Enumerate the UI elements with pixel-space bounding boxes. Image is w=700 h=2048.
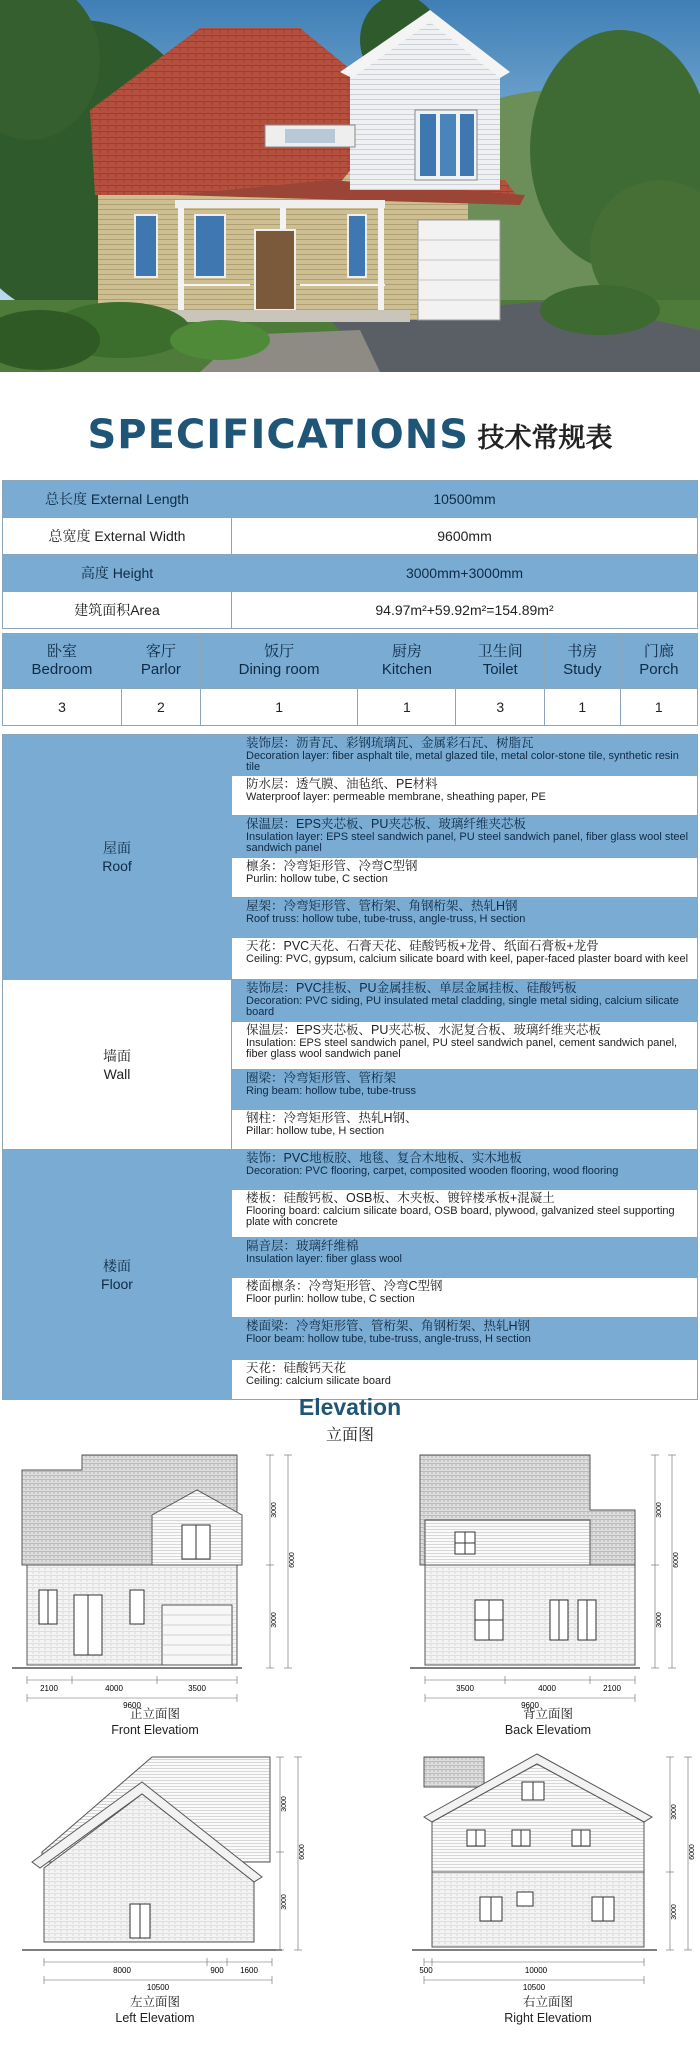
materials-table: [2, 734, 698, 1400]
material-en: Flooring board: calcium silicate board, OSB board, plywood, galvanized steel supporting plate with concrete: [246, 1205, 675, 1228]
material-en: Decoration: PVC flooring, carpet, composited wooden flooring, wood flooring: [246, 1165, 619, 1177]
room-count: 3: [3, 689, 122, 726]
room-count: 1: [620, 689, 697, 726]
elevation-title: [0, 1394, 700, 1445]
house-rendering: [0, 0, 700, 372]
back-height-total: 6000: [673, 1552, 680, 1568]
material-item: [232, 1070, 698, 1110]
right-height-upper: 3000: [671, 1804, 678, 1820]
front-height-lower: 3000: [271, 1612, 278, 1628]
material-zh: 装饰层：PVC挂板、PU金属挂板、单层金属挂板、硅酸钙板: [246, 981, 577, 995]
specifications-title: [0, 412, 700, 458]
room-header: [200, 634, 357, 689]
material-en: Insulation layer: EPS steel sandwich panel, PU steel sandwich panel, fiber glass wool steel sandwich panel: [246, 831, 689, 854]
room-en: Dining room: [238, 661, 320, 678]
wall-category: [3, 980, 232, 1150]
title-zh: 技术常规表: [477, 422, 613, 453]
room-en: Parlor: [140, 661, 181, 678]
material-zh: 保温层：EPS夹芯板、PU夹芯板、水泥复合板、玻璃纤维夹芯板: [246, 1023, 601, 1037]
left-dim-2: 900: [210, 1966, 224, 1975]
back-dim-2: 4000: [538, 1684, 556, 1693]
material-en: Decoration: PVC siding, PU insulated metal cladding, single metal siding, calcium silicate board: [246, 995, 679, 1018]
left-dim-3: 1600: [240, 1966, 258, 1975]
material-zh: 檩条：冷弯矩形管、冷弯C型钢: [246, 859, 418, 873]
roof-category: [3, 735, 232, 980]
room-header: [544, 634, 620, 689]
left-height-upper: 3000: [281, 1796, 288, 1812]
room-en: Study: [563, 661, 602, 678]
room-count: 1: [200, 689, 357, 726]
category-zh: 楼面: [103, 1257, 131, 1274]
dimension-value: 94.97m²+59.92m²=154.89m²: [232, 592, 698, 629]
material-zh: 天花：PVC天花、石膏天花、硅酸钙板+龙骨、纸面石膏板+龙骨: [246, 939, 599, 953]
material-zh: 楼面檩条：冷弯矩形管、冷弯C型钢: [246, 1279, 443, 1293]
material-en: Decoration layer: fiber asphalt tile, metal glazed tile, metal color-stone tile, synthetic resin tile: [246, 750, 679, 773]
room-count: 2: [121, 689, 200, 726]
dimension-label: 建筑面积Area: [3, 592, 232, 629]
material-item: [232, 1318, 698, 1360]
dimension-label: 高度 Height: [3, 555, 232, 592]
material-item: [232, 1110, 698, 1150]
material-zh: 保温层：EPS夹芯板、PU夹芯板、玻璃纤维夹芯板: [246, 817, 526, 831]
back-dim-1: 3500: [456, 1684, 474, 1693]
room-zh: 卫生间: [477, 643, 523, 660]
front-height-upper: 3000: [271, 1502, 278, 1518]
caption-en: Left Elevatiom: [115, 2011, 195, 2025]
room-en: Bedroom: [31, 661, 93, 678]
material-en: Waterproof layer: permeable membrane, sheathing paper, PE: [246, 791, 546, 803]
dimension-label: 总宽度 External Width: [3, 518, 232, 555]
floor-category: [3, 1150, 232, 1400]
left-dim-1: 8000: [113, 1966, 131, 1975]
back-dim-total: 9600: [521, 1701, 539, 1708]
material-zh: 隔音层：玻璃纤维棉: [246, 1239, 359, 1253]
caption-zh: 正立面图: [129, 1707, 180, 1721]
room-zh: 厨房: [391, 643, 422, 660]
material-item: [232, 816, 698, 858]
right-dim-2: 10000: [524, 1966, 548, 1975]
room-en: Toilet: [482, 661, 518, 678]
room-en: Porch: [639, 661, 679, 678]
dimension-value: 9600mm: [232, 518, 698, 555]
dimension-label: 总长度 External Length: [3, 481, 232, 518]
front-dim-2: 4000: [105, 1684, 123, 1693]
left-elevation-drawing: [22, 1742, 312, 1992]
material-item: [232, 938, 698, 980]
left-elevation-caption: [80, 1994, 230, 2026]
room-header: [358, 634, 456, 689]
right-elevation-drawing: [412, 1742, 700, 1992]
room-en: Kitchen: [381, 661, 432, 678]
right-dim-total: 10500: [522, 1983, 546, 1992]
right-height-total: 6000: [689, 1844, 696, 1860]
material-item: [232, 1150, 698, 1190]
dimension-value: 3000mm+3000mm: [232, 555, 698, 592]
dimension-value: 10500mm: [232, 481, 698, 518]
house-illustration: [0, 0, 700, 372]
back-height-upper: 3000: [656, 1502, 663, 1518]
room-count: 3: [456, 689, 544, 726]
material-en: Purlin: hollow tube, C section: [246, 873, 388, 885]
category-zh: 墙面: [103, 1047, 131, 1064]
category-zh: 屋面: [103, 840, 131, 856]
caption-zh: 背立面图: [522, 1707, 573, 1721]
material-en: Insulation layer: fiber glass wool: [246, 1253, 402, 1265]
left-dim-total: 10500: [146, 1983, 170, 1992]
caption-zh: 右立面图: [522, 1995, 573, 2009]
category-en: Floor: [101, 1275, 133, 1292]
material-zh: 装饰：PVC地板胶、地毯、复合木地板、实木地板: [246, 1151, 522, 1165]
caption-en: Right Elevatiom: [504, 2011, 592, 2025]
material-item: [232, 858, 698, 898]
elevation-title-zh: 立面图: [325, 1427, 374, 1444]
room-header: [620, 634, 697, 689]
material-item: [232, 898, 698, 938]
room-header: [121, 634, 200, 689]
floor-row: [3, 1150, 698, 1190]
room-header: [3, 634, 122, 689]
dimension-row: [3, 518, 698, 555]
rooms-count-row: [3, 689, 698, 726]
wall-row: [3, 980, 698, 1022]
material-en: Roof truss: hollow tube, tube-truss, angle-truss, H section: [246, 913, 526, 925]
room-zh: 饭厅: [264, 643, 295, 660]
material-en: Floor beam: hollow tube, tube-truss, angle-truss, H section: [246, 1333, 531, 1345]
room-count: 1: [544, 689, 620, 726]
front-height-total: 6000: [289, 1552, 296, 1568]
caption-en: Back Elevatiom: [504, 1723, 592, 1737]
front-dim-total: 9600: [123, 1701, 141, 1708]
right-elevation-caption: [473, 1994, 623, 2026]
material-en: Pillar: hollow tube, H section: [246, 1125, 385, 1137]
right-height-lower: 3000: [671, 1904, 678, 1920]
material-item: [232, 776, 698, 816]
back-elevation-caption: [473, 1706, 623, 1738]
material-zh: 楼板：硅酸钙板、OSB板、木夹板、镀锌楼承板+混凝土: [246, 1191, 555, 1205]
material-zh: 屋架：冷弯矩形管、管桁架、角钢桁架、热轧H钢: [246, 899, 518, 913]
title-en: SPECIFICATIONS: [87, 412, 470, 458]
material-en: Ring beam: hollow tube, tube-truss: [246, 1085, 416, 1097]
back-elevation-drawing: [410, 1440, 700, 1708]
room-zh: 客厅: [145, 643, 176, 660]
material-en: Insulation: EPS steel sandwich panel, PU steel sandwich panel, cement sandwich panel, fiber glass wool sandwich panel: [246, 1037, 678, 1060]
front-elevation-caption: [80, 1706, 230, 1738]
category-en: Wall: [103, 1065, 131, 1082]
front-dim-3: 3500: [188, 1684, 206, 1693]
material-item: [232, 1278, 698, 1318]
material-en: Ceiling: PVC, gypsum, calcium silicate board with keel, paper-faced plaster board with keel: [246, 953, 689, 965]
material-zh: 天花：硅酸钙天花: [246, 1361, 347, 1375]
material-zh: 楼面梁：冷弯矩形管、管桁架、角钢桁架、热轧H钢: [246, 1319, 531, 1333]
material-zh: 防水层：透气膜、油毡纸、PE材料: [246, 777, 438, 791]
category-en: Roof: [102, 858, 132, 874]
material-item: [232, 1190, 698, 1238]
room-count: 1: [358, 689, 456, 726]
rooms-header-row: [3, 634, 698, 689]
front-dim-1: 2100: [40, 1684, 58, 1693]
roof-row: [3, 735, 698, 776]
elevation-title-en: Elevation: [298, 1394, 402, 1420]
back-height-lower: 3000: [656, 1612, 663, 1628]
material-item: [232, 735, 698, 776]
rooms-table: [2, 633, 698, 726]
dimension-row: [3, 555, 698, 592]
material-en: Ceiling: calcium silicate board: [246, 1375, 391, 1387]
caption-en: Front Elevatiom: [111, 1723, 199, 1737]
back-dim-3: 2100: [603, 1684, 621, 1693]
material-zh: 钢柱：冷弯矩形管、热轧H钢、: [246, 1111, 418, 1125]
left-height-lower: 3000: [281, 1894, 288, 1910]
material-en: Floor purlin: hollow tube, C section: [246, 1293, 415, 1305]
right-dim-1: 500: [419, 1966, 433, 1975]
material-zh: 装饰层：沥青瓦、彩钢琉璃瓦、金属彩石瓦、树脂瓦: [246, 736, 534, 750]
caption-zh: 左立面图: [129, 1995, 180, 2009]
room-header: [456, 634, 544, 689]
dimension-row: [3, 481, 698, 518]
room-zh: 书房: [567, 643, 598, 660]
left-height-total: 6000: [299, 1844, 306, 1860]
material-item: [232, 1022, 698, 1070]
dimension-row: [3, 592, 698, 629]
dimensions-table: [2, 480, 698, 629]
material-zh: 圈梁：冷弯矩形管、管桁架: [246, 1071, 397, 1085]
front-elevation-drawing: [12, 1440, 312, 1708]
material-item: [232, 1238, 698, 1278]
room-zh: 卧室: [46, 643, 77, 660]
room-zh: 门廊: [643, 643, 674, 660]
material-item: [232, 980, 698, 1022]
